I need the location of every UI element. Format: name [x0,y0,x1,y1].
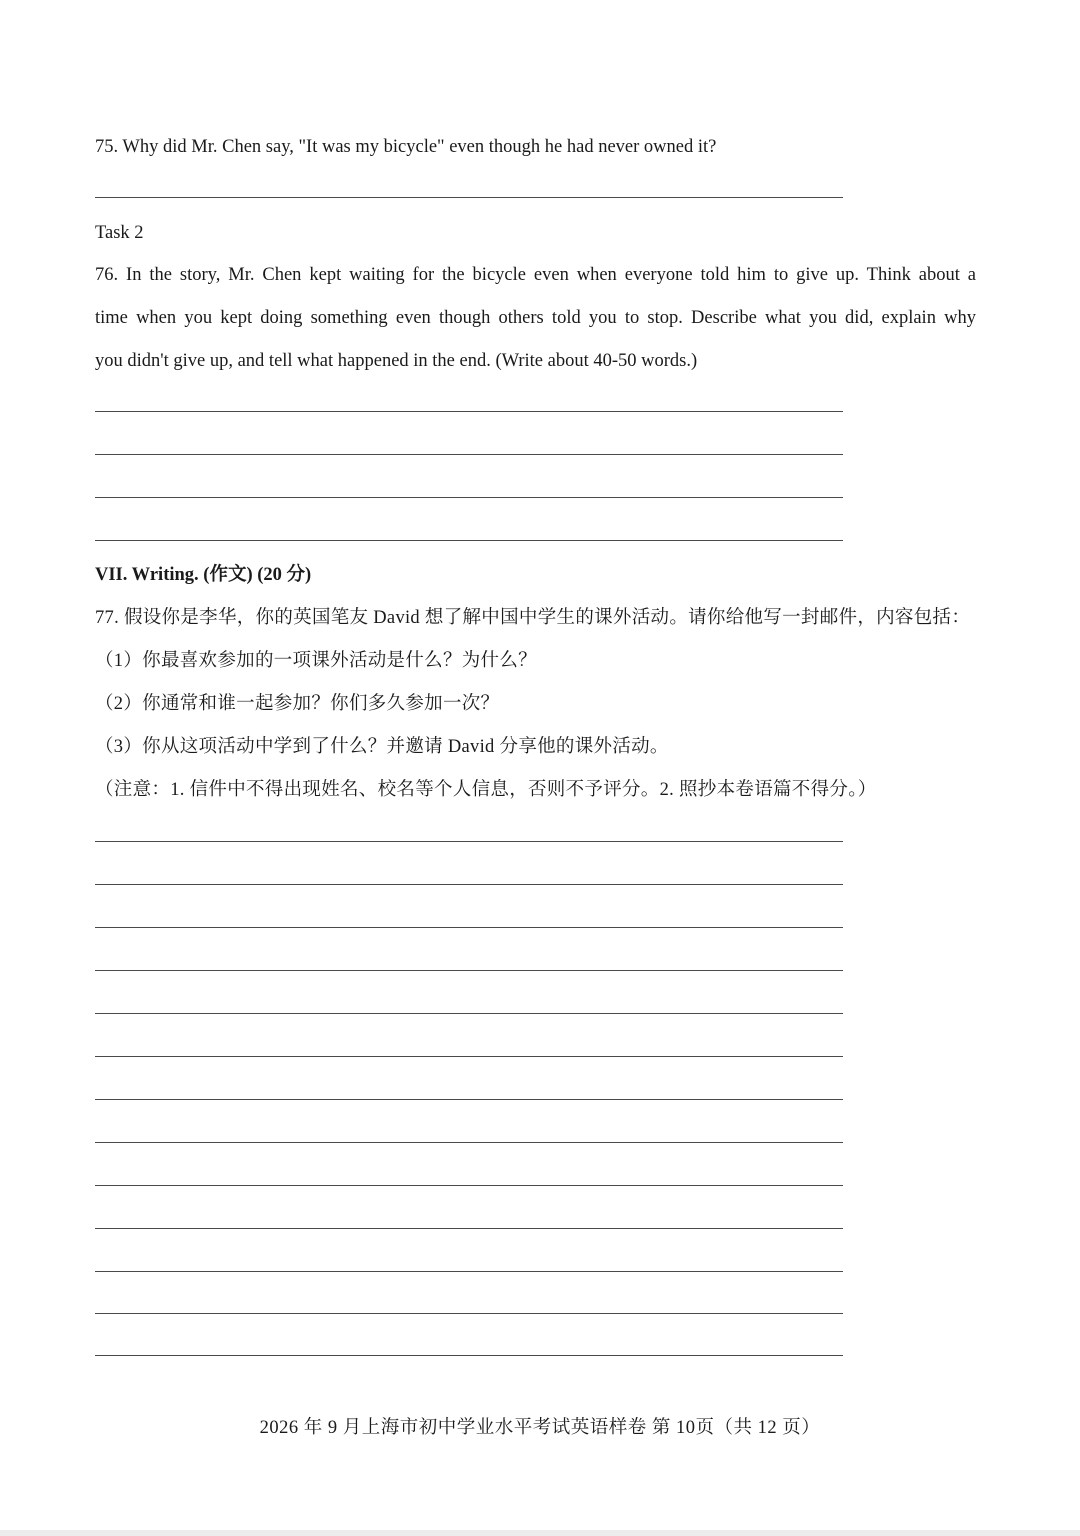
bottom-edge [0,1530,1080,1536]
writing-line [95,1013,843,1014]
writing-line [95,1185,843,1186]
writing-line [95,1099,843,1100]
section-7-heading: VII. Writing. (作文) (20 分) [95,565,312,585]
question-75-text: 75. Why did Mr. Chen say, "It was my bicycle" even though he had never owned it? [95,137,717,157]
question-77-point-3: （3）你从这项活动中学到了什么？并邀请 David 分享他的课外活动。 [95,737,669,757]
question-77-point-2: （2）你通常和谁一起参加？你们多久参加一次？ [95,694,500,714]
page-footer: 2026 年 9 月上海市初中学业水平考试英语样卷 第 10页（共 12 页） [259,1418,821,1438]
question-77-note: （注意：1. 信件中不得出现姓名、校名等个人信息，否则不予评分。2. 照抄本卷语篇不得分。） [95,780,877,800]
question-76-line-3: you didn't give up, and tell what happened in the end. (Write about 40-50 words.) [95,351,698,371]
question-76-line-1: 76. In the story, Mr. Chen kept waiting for the bicycle even when everyone told him to give up. Think about a [95,265,976,285]
answer-line [95,454,843,455]
writing-line [95,1228,843,1229]
task-2-label: Task 2 [95,223,144,243]
writing-line [95,1271,843,1272]
writing-line [95,1313,843,1314]
answer-line [95,540,843,541]
question-77-prompt: 77. 假设你是李华，你的英国笔友 David 想了解中国中学生的课外活动。请你给他写一封邮件，内容包括： [95,608,971,628]
writing-line [95,1355,843,1356]
answer-line [95,197,843,198]
writing-line [95,1056,843,1057]
writing-line [95,970,843,971]
answer-line [95,411,843,412]
question-76-line-2: time when you kept doing something even though others told you to stop. Describe what you did, explain why [95,308,976,328]
writing-line [95,1142,843,1143]
question-77-point-1: （1）你最喜欢参加的一项课外活动是什么？为什么？ [95,651,537,671]
answer-line [95,497,843,498]
writing-line [95,927,843,928]
writing-line [95,884,843,885]
writing-line [95,841,843,842]
